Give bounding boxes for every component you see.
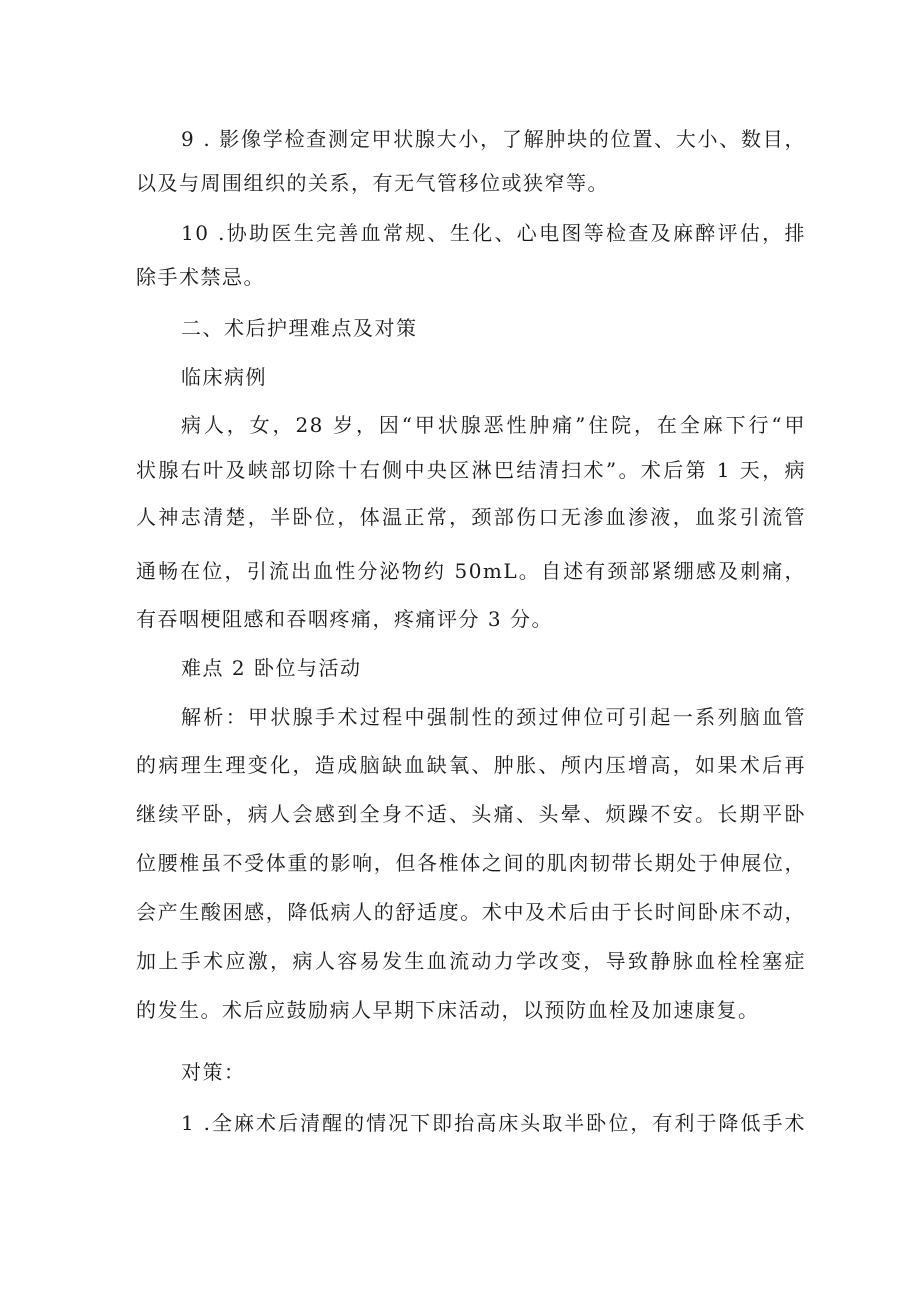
text-line: 以及与周围组织的关系，有无气管移位或狭窄等。 xyxy=(136,171,609,195)
text-line: 解析：甲状腺手术过程中强制性的颈过伸位可引起一系列脑血管 xyxy=(181,705,806,729)
text-line: 位腰椎虽不受体重的影响，但各椎体之间的肌肉韧带长期处于伸展位， xyxy=(136,851,806,875)
section-heading: 二、术后护理难点及对策 xyxy=(181,316,418,340)
text-line: 继续平卧，病人会感到全身不适、头痛、头晕、烦躁不安。长期平卧 xyxy=(136,802,806,826)
text-line: 9 . 影像学检查测定甲状腺大小，了解肿块的位置、大小、数目， xyxy=(181,127,806,151)
subheading: 对策： xyxy=(181,1060,246,1084)
text-line: 的病理生理变化，造成脑缺血缺氧、肿胀、颅内压增高，如果术后再 xyxy=(136,753,806,777)
text-line: 会产生酸困感，降低病人的舒适度。术中及术后由于长时间卧床不动， xyxy=(136,900,806,924)
subheading: 临床病例 xyxy=(181,365,267,389)
text-line: 通畅在位，引流出血性分泌物约 50mL。自述有颈部紧绷感及刺痛， xyxy=(136,559,806,583)
text-line: 除手术禁忌。 xyxy=(136,265,265,289)
text-line: 加上手术应激，病人容易发生血流动力学改变，导致静脉血栓栓塞症 xyxy=(136,949,806,973)
text-line: 的发生。术后应鼓励病人早期下床活动，以预防血栓及加速康复。 xyxy=(136,998,760,1022)
text-line: 状腺右叶及峡部切除十右侧中央区淋巴结清扫术”。术后第 1 天，病 xyxy=(136,458,806,482)
text-line: 病人，女，28 岁，因“甲状腺恶性肿痛”住院，在全麻下行“甲 xyxy=(181,413,806,437)
text-line: 10 .协助医生完善血常规、生化、心电图等检查及麻醉评估，排 xyxy=(181,221,806,245)
text-line: 有吞咽梗阻感和吞咽疼痛，疼痛评分 3 分。 xyxy=(136,607,553,631)
subheading: 难点 2 卧位与活动 xyxy=(181,656,362,680)
text-line: 人神志清楚，半卧位，体温正常，颈部伤口无渗血渗液，血浆引流管 xyxy=(136,505,806,529)
text-line: 1 .全麻术后清醒的情况下即抬高床头取半卧位，有利于降低手术 xyxy=(181,1111,806,1135)
